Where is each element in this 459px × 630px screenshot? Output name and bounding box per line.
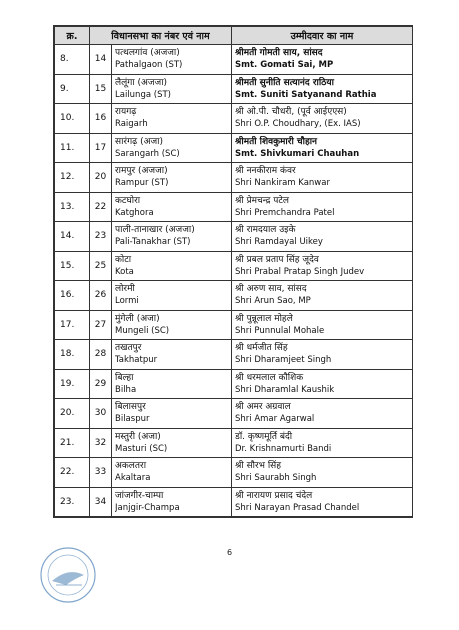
candidate-name-cell xyxy=(232,369,413,399)
candidate-name-cell xyxy=(232,458,413,488)
header-serial: क्र. xyxy=(55,27,90,45)
table-row xyxy=(55,192,413,222)
constituency-name-english: Lailunga (ST) xyxy=(115,89,171,100)
serial-cell: 9. xyxy=(55,74,90,104)
table-row xyxy=(55,458,413,488)
candidate-name-english: Smt. Shivkumari Chauhan xyxy=(235,148,360,159)
serial-cell: 20. xyxy=(55,399,90,429)
candidate-name-hindi: श्री धर्मजीत सिंह xyxy=(235,343,288,354)
candidate-name-hindi: श्री सौरभ सिंह xyxy=(235,461,282,472)
constituency-name-english: Akaltara xyxy=(115,473,151,484)
serial-cell: 12. xyxy=(55,163,90,193)
candidate-name-hindi: श्री ओ.पी. चौधरी, (पूर्व आईएएस) xyxy=(235,107,347,118)
constituency-name-cell xyxy=(112,487,232,517)
serial-cell: 16. xyxy=(55,281,90,311)
table-row xyxy=(55,133,413,163)
constituency-number-cell: 23 xyxy=(90,222,112,252)
candidate-name-english: Shri Punnulal Mohale xyxy=(235,325,325,336)
candidate-name-hindi: श्री प्रेमचन्द्र पटेल xyxy=(235,195,289,206)
constituency-name-cell xyxy=(112,104,232,134)
candidate-name-cell xyxy=(232,74,413,104)
constituency-name-hindi: पत्थलगांव (अजजा) xyxy=(115,48,180,59)
candidate-name-cell xyxy=(232,340,413,370)
constituency-name-hindi: रायगढ़ xyxy=(115,107,137,118)
constituency-name-hindi: बिल्हा xyxy=(115,372,134,383)
candidate-name-cell xyxy=(232,487,413,517)
constituency-name-english: Pathalgaon (ST) xyxy=(115,60,183,71)
constituency-name-hindi: तखतपुर xyxy=(115,343,142,354)
constituency-number-cell: 27 xyxy=(90,310,112,340)
table-row xyxy=(55,74,413,104)
constituency-name-english: Raigarh xyxy=(115,119,148,130)
constituency-name-cell xyxy=(112,458,232,488)
constituency-number-cell: 22 xyxy=(90,192,112,222)
constituency-name-english: Lormi xyxy=(115,296,139,307)
table-header-row xyxy=(55,27,413,45)
constituency-name-english: Takhatpur xyxy=(115,355,158,366)
candidate-name-cell xyxy=(232,192,413,222)
constituency-name-english: Pali-Tanakhar (ST) xyxy=(115,237,191,248)
candidate-name-cell xyxy=(232,251,413,281)
serial-cell: 14. xyxy=(55,222,90,252)
candidate-name-cell xyxy=(232,104,413,134)
constituency-name-hindi: जांजगीर-चाम्पा xyxy=(115,490,164,501)
candidate-name-english: Shri Amar Agarwal xyxy=(235,414,315,425)
constituency-number-cell: 16 xyxy=(90,104,112,134)
candidate-name-english: Dr. Krishnamurti Bandi xyxy=(235,443,332,454)
table-row xyxy=(55,222,413,252)
candidate-name-hindi: श्री अरुण साव, सांसद xyxy=(235,284,307,295)
constituency-name-hindi: पाली-तानाखार (अजजा) xyxy=(115,225,195,236)
candidate-name-english: Shri Nankiram Kanwar xyxy=(235,178,330,189)
candidate-name-cell xyxy=(232,281,413,311)
constituency-name-english: Mungeli (SC) xyxy=(115,325,170,336)
constituency-name-cell xyxy=(112,281,232,311)
candidate-name-hindi: डॉ. कृष्णमूर्ति बंदी xyxy=(235,431,293,442)
constituency-number-cell: 26 xyxy=(90,281,112,311)
candidate-name-hindi: श्री धरमलाल कौशिक xyxy=(235,372,304,383)
table-row xyxy=(55,399,413,429)
table-row xyxy=(55,104,413,134)
table-row xyxy=(55,369,413,399)
table-row xyxy=(55,428,413,458)
constituency-number-cell: 30 xyxy=(90,399,112,429)
table-row xyxy=(55,251,413,281)
constituency-name-hindi: कटघोरा xyxy=(115,195,141,206)
constituency-name-cell xyxy=(112,163,232,193)
constituency-name-cell xyxy=(112,399,232,429)
constituency-name-hindi: बिलासपुर xyxy=(115,402,146,413)
candidate-name-cell xyxy=(232,310,413,340)
candidate-name-cell xyxy=(232,163,413,193)
constituency-number-cell: 17 xyxy=(90,133,112,163)
constituency-name-hindi: लैलूंगा (अजजा) xyxy=(115,77,168,88)
table-row xyxy=(55,281,413,311)
constituency-name-cell xyxy=(112,340,232,370)
constituency-number-cell: 33 xyxy=(90,458,112,488)
constituency-name-cell xyxy=(112,369,232,399)
serial-cell: 22. xyxy=(55,458,90,488)
constituency-name-hindi: सारंगढ़ (अजा) xyxy=(115,136,163,147)
candidate-name-english: Shri Dharamlal Kaushik xyxy=(235,384,335,395)
constituency-name-english: Sarangarh (SC) xyxy=(115,148,180,159)
candidate-name-hindi: श्री नारायण प्रसाद चंदेल xyxy=(235,490,313,501)
candidate-name-english: Shri Prabal Pratap Singh Judev xyxy=(235,266,365,277)
candidate-name-cell xyxy=(232,45,413,75)
serial-cell: 17. xyxy=(55,310,90,340)
constituency-name-english: Masturi (SC) xyxy=(115,443,168,454)
candidate-name-hindi: श्री पुन्नूलाल मोहले xyxy=(235,313,293,324)
candidate-name-hindi: श्री प्रबल प्रताप सिंह जूदेव xyxy=(235,254,319,265)
constituency-name-english: Katghora xyxy=(115,207,154,218)
candidate-name-hindi: श्रीमती शिवकुमारी चौहान xyxy=(235,136,318,147)
candidate-name-hindi: श्री रामदयाल उइके xyxy=(235,225,296,236)
serial-cell: 11. xyxy=(55,133,90,163)
candidate-name-hindi: श्रीमती सुनीति सत्यानंद राठिया xyxy=(235,77,334,88)
constituency-name-english: Rampur (ST) xyxy=(115,178,169,189)
constituency-number-cell: 28 xyxy=(90,340,112,370)
constituency-name-hindi: लोरमी xyxy=(115,284,135,295)
constituency-name-english: Janjgir-Champa xyxy=(115,502,180,513)
candidate-name-english: Shri Narayan Prasad Chandel xyxy=(235,502,360,513)
constituency-name-cell xyxy=(112,45,232,75)
constituency-name-cell xyxy=(112,74,232,104)
constituency-number-cell: 20 xyxy=(90,163,112,193)
table-row xyxy=(55,310,413,340)
candidate-name-cell xyxy=(232,399,413,429)
constituency-number-cell: 34 xyxy=(90,487,112,517)
serial-cell: 23. xyxy=(55,487,90,517)
serial-cell: 13. xyxy=(55,192,90,222)
serial-cell: 21. xyxy=(55,428,90,458)
constituency-number-cell: 29 xyxy=(90,369,112,399)
candidate-table xyxy=(53,25,413,518)
candidate-name-hindi: श्री अमर अग्रवाल xyxy=(235,402,291,413)
serial-cell: 8. xyxy=(55,45,90,75)
candidate-name-hindi: श्री ननकीराम कंवर xyxy=(235,166,296,177)
constituency-name-hindi: अकलतरा xyxy=(115,461,147,472)
table-row xyxy=(55,163,413,193)
constituency-name-cell xyxy=(112,192,232,222)
constituency-number-cell: 25 xyxy=(90,251,112,281)
constituency-name-cell xyxy=(112,310,232,340)
table-row xyxy=(55,45,413,75)
serial-cell: 15. xyxy=(55,251,90,281)
candidate-name-hindi: श्रीमती गोमती साय, सांसद xyxy=(235,48,323,59)
serial-cell: 18. xyxy=(55,340,90,370)
candidate-name-english: Smt. Suniti Satyanand Rathia xyxy=(235,89,377,100)
candidate-name-cell xyxy=(232,133,413,163)
table-body xyxy=(55,45,413,517)
table-row xyxy=(55,487,413,517)
constituency-name-hindi: मस्तुरी (अजा) xyxy=(115,431,161,442)
candidate-name-english: Shri O.P. Choudhary, (Ex. IAS) xyxy=(235,119,361,130)
constituency-name-hindi: मुंगेली (अजा) xyxy=(115,313,160,324)
constituency-name-cell xyxy=(112,133,232,163)
constituency-name-cell xyxy=(112,222,232,252)
constituency-name-cell xyxy=(112,251,232,281)
candidate-name-english: Smt. Gomati Sai, MP xyxy=(235,60,334,71)
candidate-name-english: Shri Dharamjeet Singh xyxy=(235,355,332,366)
constituency-name-english: Bilaspur xyxy=(115,414,150,425)
constituency-name-english: Kota xyxy=(115,266,134,277)
constituency-number-cell: 15 xyxy=(90,74,112,104)
constituency-name-cell xyxy=(112,428,232,458)
candidate-name-cell xyxy=(232,428,413,458)
table-row xyxy=(55,340,413,370)
header-constituency: विधानसभा का नंबर एवं नाम xyxy=(90,27,232,45)
candidate-name-english: Shri Saurabh Singh xyxy=(235,473,317,484)
candidate-name-cell xyxy=(232,222,413,252)
serial-cell: 19. xyxy=(55,369,90,399)
constituency-name-hindi: कोटा xyxy=(115,254,132,265)
candidate-name-english: Shri Arun Sao, MP xyxy=(235,296,311,307)
candidate-name-english: Shri Ramdayal Uikey xyxy=(235,237,323,248)
constituency-name-english: Bilha xyxy=(115,384,137,395)
candidate-name-english: Shri Premchandra Patel xyxy=(235,207,335,218)
constituency-number-cell: 32 xyxy=(90,428,112,458)
constituency-name-hindi: रामपुर (अजजा) xyxy=(115,166,168,177)
serial-cell: 10. xyxy=(55,104,90,134)
constituency-number-cell: 14 xyxy=(90,45,112,75)
header-candidate: उम्मीदवार का नाम xyxy=(232,27,413,45)
page-number: 6 xyxy=(226,548,233,557)
